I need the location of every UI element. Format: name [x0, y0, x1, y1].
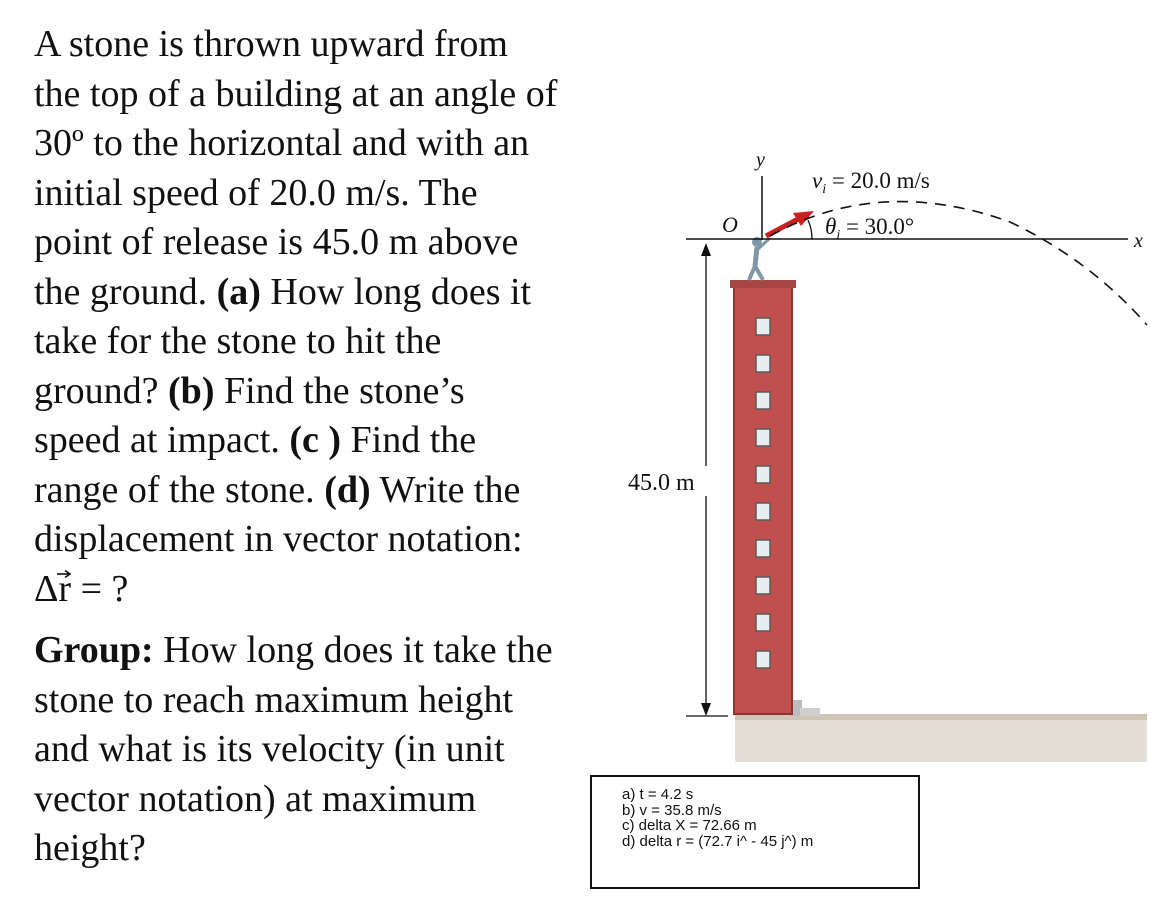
launch-angle-label: $\theta_i = 30.0^\circ$	[825, 214, 915, 243]
building-roof	[730, 280, 796, 288]
building-window	[756, 466, 770, 483]
answer-a: a) t = 4.2 s	[622, 786, 694, 803]
text-span: and what is its velocity (in unit	[34, 728, 505, 770]
text-span: ground?	[34, 369, 169, 412]
text-span: How long does it	[260, 270, 532, 313]
answer-c: c) delta X = 72.66 m	[622, 817, 757, 834]
building-window	[756, 614, 770, 631]
text-span: height?	[34, 827, 146, 869]
text-span: the ground.	[34, 270, 217, 313]
y-axis-label: y	[756, 149, 765, 171]
part-label: (d)	[324, 468, 371, 511]
part-label: Group:	[34, 629, 154, 671]
text-span: vector notation) at maximum	[34, 777, 477, 820]
part-label: (c )	[289, 419, 342, 461]
answers-box	[590, 775, 920, 889]
delta-r-rest: = ?	[71, 567, 129, 610]
answer-b: b) v = 35.8 m/s	[622, 801, 722, 819]
answer-d: d) delta r = (72.7 i^ - 45 j^) m	[622, 832, 814, 850]
text-span: 30º to the horizontal and with an	[34, 122, 530, 164]
building-window	[756, 318, 770, 335]
text-span: Find the	[341, 419, 477, 461]
angle-arc	[808, 220, 812, 239]
ground	[735, 716, 1147, 762]
building-window	[756, 540, 770, 557]
text-span: displacement in vector notation:	[34, 518, 523, 560]
building-window	[756, 503, 770, 520]
text-span: Find the stone’s	[214, 369, 465, 412]
part-label: (a)	[216, 270, 261, 313]
text-span: How long does it take the	[153, 629, 553, 671]
text-span: take for the stone to hit the	[34, 320, 442, 362]
velocity-arrow	[766, 211, 814, 236]
building-window	[756, 577, 770, 594]
text-span: Write the	[370, 468, 521, 511]
height-label: 45.0 m	[628, 470, 695, 496]
text-span: stone to reach maximum height	[34, 678, 514, 721]
delta-r-symbol: Δr	[34, 567, 72, 610]
building	[734, 284, 792, 714]
text-span: the top of a building at an angle of	[34, 72, 558, 115]
text-span: initial speed of 20.0 m/s. The	[34, 171, 478, 214]
text-span: A stone is thrown upward from	[34, 23, 508, 65]
part-label: (b)	[168, 369, 215, 412]
x-axis-label: x	[1134, 230, 1143, 252]
thrower-figure	[749, 237, 770, 280]
initial-velocity-label: $v_i = 20.0$ m/s	[812, 168, 930, 197]
building-window	[756, 392, 770, 409]
origin-label: O	[722, 212, 738, 237]
building-step	[800, 708, 820, 716]
text-span: point of release is 45.0 m above	[34, 221, 519, 263]
text-span: speed at impact.	[34, 419, 290, 461]
text-span: range of the stone.	[34, 468, 325, 511]
building-window	[756, 429, 770, 446]
building-window	[756, 355, 770, 372]
building-window	[756, 651, 770, 668]
